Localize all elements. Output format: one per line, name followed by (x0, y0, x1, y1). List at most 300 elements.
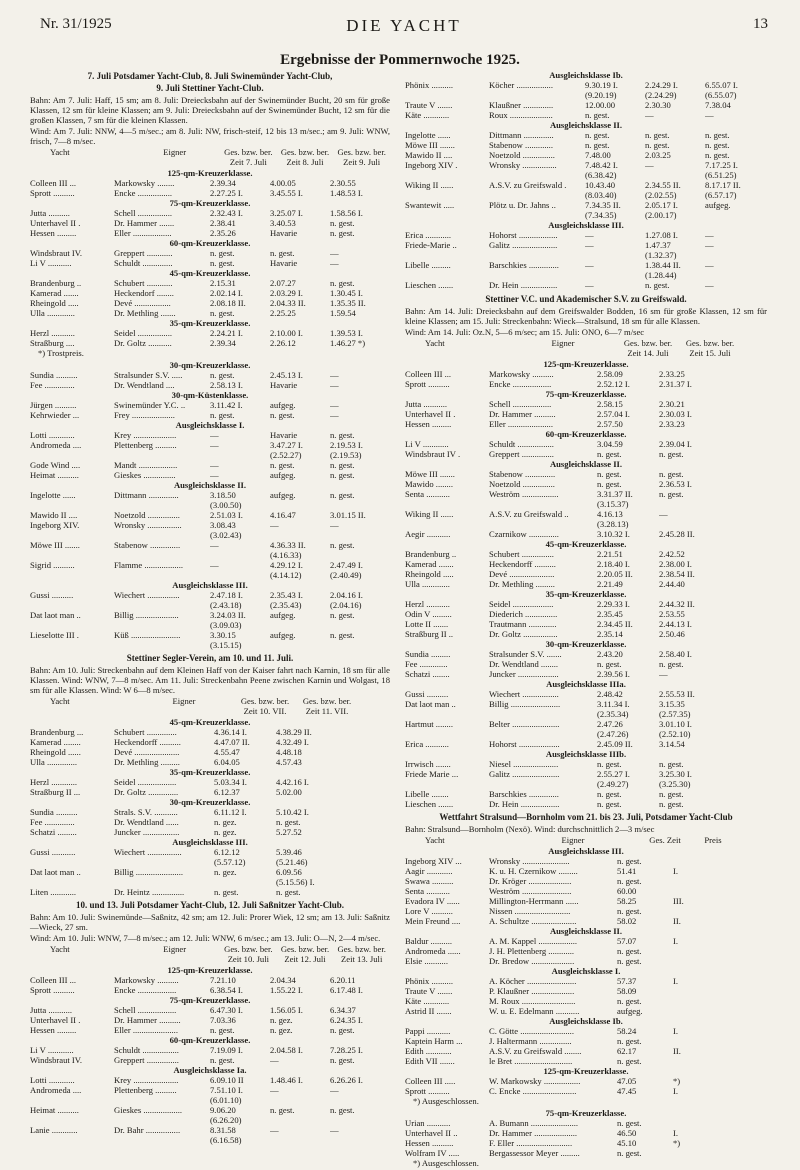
table-cell: II. (673, 916, 681, 926)
table-cell (214, 877, 276, 887)
table-cell: I. (673, 1086, 679, 1096)
table-row (405, 886, 767, 896)
table-cell: K. u. H. Czernikow ......... (489, 866, 578, 876)
column-header: Ges. bzw. ber. Zeit 15. Juli (685, 338, 735, 358)
table-cell: — (659, 509, 668, 519)
table-cell: 6.55.07 I. (705, 80, 738, 90)
table-row (30, 877, 390, 887)
table-cell (330, 500, 390, 510)
table-cell: Schell .................. (114, 1005, 177, 1015)
table-cell: n. gest. (617, 956, 642, 966)
table-cell: I. (673, 936, 679, 946)
table-row (405, 709, 767, 719)
table-row (30, 520, 390, 530)
table-cell: 3.14.54 (659, 739, 685, 749)
table-cell: Colleen III ..... (405, 1076, 456, 1086)
table-cell: Hohorst .................. (489, 230, 558, 240)
table-cell: Gieskes ............... (114, 470, 176, 480)
table-cell: — (705, 230, 714, 240)
table-row (405, 110, 767, 120)
table-cell: Fee ............. (405, 659, 448, 669)
table-cell: 4.36.33 II. (270, 540, 306, 550)
table-cell: Heckendorff .......... (114, 737, 181, 747)
table-row (405, 170, 767, 180)
table-cell: n. gest. (210, 410, 235, 420)
table-cell (330, 1135, 390, 1145)
table-cell: Aagir ............ (405, 866, 453, 876)
table-row (30, 278, 390, 288)
table-cell: Irrwisch ....... (405, 759, 451, 769)
table-row (30, 757, 390, 767)
table-cell: 2.58.09 (597, 369, 623, 379)
table-cell: II. (673, 1046, 681, 1056)
table-cell: Brandenburg ... (30, 727, 84, 737)
table-cell: 3.25.30 I. (659, 769, 692, 779)
table-cell: Ingeborg XIV . (405, 160, 458, 170)
table-cell (114, 600, 210, 610)
table-cell (489, 190, 585, 200)
table-row (30, 460, 390, 470)
table-row (30, 450, 390, 460)
table-cell (405, 729, 489, 739)
table-cell: Gode Wind .... (30, 460, 81, 470)
table-cell: (4.14.12) (270, 570, 302, 580)
table-cell (405, 779, 489, 789)
table-cell: Straßburg .... (30, 338, 75, 348)
table-cell: 3.01.15 II. (330, 510, 366, 520)
table-cell: 2.39.34 (210, 338, 236, 348)
column-header: Ges. bzw. ber. Zeit 10. Juli (224, 944, 273, 964)
section-heading: 9. Juli Stettiner Yacht-Club. (156, 83, 264, 93)
table-cell (705, 250, 765, 260)
table-cell: n. gest. (617, 946, 642, 956)
table-cell: n. gez. (270, 1025, 293, 1035)
table-cell: 2.15.31 (210, 278, 236, 288)
table-cell: Libelle ......... (405, 260, 451, 270)
table-cell: — (705, 240, 714, 250)
table-cell: Encke ................ (114, 188, 172, 198)
column-header: Eigner (551, 338, 575, 348)
table-cell: Sprott .......... (30, 188, 75, 198)
column-header: Eigner (561, 835, 585, 845)
table-cell: (3.25.30) (659, 779, 691, 789)
table-row (405, 1128, 767, 1138)
table-row (30, 847, 390, 857)
table-cell (673, 1006, 713, 1016)
column-header: Yacht (50, 147, 70, 157)
table-cell: 3.10.32 I. (597, 529, 630, 539)
table-cell: (6.16.58) (210, 1135, 242, 1145)
magazine-title: DIE YACHT (346, 16, 462, 35)
table-row (30, 1125, 390, 1135)
results-table (405, 835, 767, 1168)
table-row (30, 208, 390, 218)
table-cell: Mandt .................. (114, 460, 178, 470)
table-cell: 2.35.26 (210, 228, 236, 238)
table-cell: 6.20.11 (330, 975, 356, 985)
table-cell: — (585, 260, 594, 270)
table-row (405, 1026, 767, 1036)
table-cell: n. gest. (585, 140, 610, 150)
table-row (405, 789, 767, 799)
table-cell: 6.04.05 (214, 757, 240, 767)
table-row (405, 469, 767, 479)
table-cell: Barschkies .............. (489, 789, 559, 799)
table-cell: III. (673, 896, 684, 906)
table-cell: 8.31.58 (210, 1125, 236, 1135)
table-cell: Hessen ......... (30, 1025, 77, 1035)
table-cell: F. Eller .......................... (489, 1138, 573, 1148)
table-row (405, 489, 767, 499)
table-cell (673, 1118, 713, 1128)
table-row (405, 779, 767, 789)
table-cell: Käte ............ (405, 110, 450, 120)
table-cell: Straßburg II .. (405, 629, 454, 639)
table-row (405, 1036, 767, 1046)
class-heading: Ausgleichsklasse II. (549, 120, 623, 130)
table-cell: (2.49.27) (597, 779, 629, 789)
table-cell: Urian ........... (405, 1118, 451, 1128)
table-row (30, 787, 390, 797)
table-cell: Herzl ........... (30, 328, 75, 338)
table-cell: n. gest. (585, 110, 610, 120)
table-cell: Havarie (270, 430, 298, 440)
table-cell: 2.07.27 (270, 278, 296, 288)
table-cell: Markowsky .......... (114, 975, 179, 985)
table-cell: (3.00.50) (210, 500, 242, 510)
class-heading: Ausgleichsklasse Ib. (549, 70, 623, 80)
table-cell: J. Haltermann ............... (489, 1036, 572, 1046)
table-row (405, 856, 767, 866)
table-cell: n. gest. (330, 1025, 355, 1035)
table-cell: Hartmut ........ (405, 719, 453, 729)
table-row (405, 569, 767, 579)
table-cell (489, 170, 585, 180)
table-cell: Greppert ............ (114, 248, 173, 258)
table-cell: (9.20.19) (585, 90, 617, 100)
table-cell: A. M. Kappel .................. (489, 936, 578, 946)
column-header: Ges. bzw. ber. Zeit 7. Juli (224, 147, 273, 167)
table-cell: aufgeg. (270, 630, 296, 640)
table-cell: I. (673, 866, 679, 876)
table-cell: n. gest. (210, 1025, 235, 1035)
table-row (405, 719, 767, 729)
table-cell: Ulla .............. (30, 757, 78, 767)
table-cell: — (270, 1055, 279, 1065)
table-cell: 2.35.14 (597, 629, 623, 639)
table-cell: 12.00.00 (585, 100, 616, 110)
table-cell: Lore V .......... (405, 906, 453, 916)
table-cell: C. Encke ......................... (489, 1086, 577, 1096)
table-cell (673, 876, 713, 886)
table-cell (405, 90, 489, 100)
table-cell: — (585, 280, 594, 290)
table-cell (270, 1135, 330, 1145)
table-cell: W. Markowsky ................. (489, 1076, 581, 1086)
section-heading: Wettfahrt Stralsund—Bornholm vom 21. bis 23. Juli, Potsdamer Yacht-Club (439, 812, 733, 822)
table-cell: Lieschen ....... (405, 280, 454, 290)
column-header: Ges. bzw. ber. Zeit 9. Juli (337, 147, 386, 167)
table-cell: Unterhavel II . (30, 1015, 81, 1025)
table-cell: n. gest. (617, 1148, 642, 1158)
section-heading: 7. Juli Potsdamer Yacht-Club, 8. Juli Swinemünder Yacht-Club, (87, 71, 333, 81)
table-cell: (2.52.10) (659, 729, 691, 739)
table-cell (114, 1095, 210, 1105)
table-row (30, 338, 390, 348)
table-cell: Lieschen ....... (405, 799, 454, 809)
table-cell: 1.48.53 I. (330, 188, 363, 198)
table-cell: Heimat .......... (30, 470, 79, 480)
issue-number: Nr. 31/1925 (40, 16, 112, 32)
table-cell (114, 640, 210, 650)
table-cell: n. gest. (617, 876, 642, 886)
footnote: *) Ausgeschlossen. (413, 1096, 479, 1106)
table-cell: 57.07 (617, 936, 637, 946)
table-cell: Aegir ........... (405, 529, 451, 539)
table-cell (673, 906, 713, 916)
table-cell: 1.55.22 I. (270, 985, 303, 995)
table-cell: Schubert ............... (489, 549, 554, 559)
table-row (405, 100, 767, 110)
table-cell (30, 450, 114, 460)
table-cell: Edith VII ....... (405, 1056, 455, 1066)
table-cell: — (210, 470, 219, 480)
results-table (405, 70, 767, 290)
table-cell: Lotte II ....... (405, 619, 449, 629)
table-row (405, 1118, 767, 1128)
table-cell: n. gest. (330, 540, 355, 550)
table-cell: 2.25.25 (270, 308, 296, 318)
table-cell (489, 499, 597, 509)
table-cell (30, 1115, 114, 1125)
table-cell: Windsbraut IV . (405, 449, 461, 459)
table-cell: Devé ................. (114, 298, 171, 308)
table-cell: 3.18.50 (210, 490, 236, 500)
table-row (30, 737, 390, 747)
table-cell: Swinemünder Y.C. .. (114, 400, 186, 410)
table-cell: (6.01.10) (210, 1095, 242, 1105)
table-cell (114, 530, 210, 540)
table-cell: Möwe III ....... (405, 469, 455, 479)
table-cell: Diederich ............... (489, 609, 558, 619)
table-row (405, 936, 767, 946)
table-row (30, 298, 390, 308)
table-cell: (2.24.29) (645, 90, 677, 100)
table-cell: Jürgen .......... (30, 400, 77, 410)
table-cell (30, 1135, 114, 1145)
table-cell (405, 170, 489, 180)
table-cell: 1.39.53 I. (330, 328, 363, 338)
table-cell: 2.04.58 I. (270, 1045, 303, 1055)
class-heading: 35-qm-Kreuzerklasse. (169, 767, 251, 777)
table-cell (673, 956, 713, 966)
table-cell: n. gest. (270, 460, 295, 470)
table-cell: 2.27.25 I. (210, 188, 243, 198)
table-cell: Belter ...................... (489, 719, 560, 729)
table-cell: (4.16.33) (270, 550, 302, 560)
table-cell: 2.04.34 (270, 975, 296, 985)
table-row (30, 188, 390, 198)
table-cell: Flamme .................. (114, 560, 183, 570)
table-cell: Hessen .......... (405, 1138, 454, 1148)
table-cell: 2.45.28 II. (659, 529, 695, 539)
table-cell: Galitz ..................... (489, 240, 558, 250)
table-cell: Sprott .......... (30, 985, 75, 995)
table-cell (489, 210, 585, 220)
table-cell: Gussi .......... (30, 590, 74, 600)
table-row (30, 570, 390, 580)
table-cell: 2.04.16 I. (330, 590, 363, 600)
table-cell: Wiechert ................ (114, 847, 182, 857)
table-cell: — (330, 258, 339, 268)
table-cell: 58.24 (617, 1026, 637, 1036)
table-cell: Plötz u. Dr. Jahns .. (489, 200, 556, 210)
table-cell: Niesel ..................... (489, 759, 559, 769)
table-cell: n. gest. (617, 1118, 642, 1128)
table-cell: 2.39.34 (210, 178, 236, 188)
table-cell: Senta ........... (405, 886, 450, 896)
table-cell: Elsie ........... (405, 956, 448, 966)
table-cell: Galitz ...................... (489, 769, 560, 779)
table-row (30, 370, 390, 380)
table-cell: Dr. Heintz ............... (114, 887, 185, 897)
table-cell: Dr. Wendtland ...... (114, 817, 179, 827)
table-cell: J. H. Plettenberg ............ (489, 946, 575, 956)
table-cell: Markowsky ........ (114, 178, 175, 188)
table-cell: Stabenow .............. (489, 469, 556, 479)
table-cell: Heimat .......... (30, 1105, 79, 1115)
table-cell: 9.06.20 (210, 1105, 236, 1115)
table-cell: Fee .............. (30, 817, 75, 827)
table-cell: Bergassessor Meyer ......... (489, 1148, 580, 1158)
table-cell: Brandenburg .. (30, 278, 82, 288)
table-cell: 6.09.56 (276, 867, 302, 877)
table-cell: Juncker ................. (114, 827, 180, 837)
table-cell: Edith ............ (405, 1046, 452, 1056)
table-cell: (1.32.37) (645, 250, 677, 260)
table-cell: 5.10.42 I. (276, 807, 309, 817)
table-cell: Windsbraut IV. (30, 248, 83, 258)
table-row (30, 1115, 390, 1125)
footnote: *) Ausgeschlossen. (413, 1158, 479, 1168)
table-row (405, 799, 767, 809)
table-cell: n. gest. (214, 887, 239, 897)
table-row (405, 1056, 767, 1066)
table-cell: 2.44.32 II. (659, 599, 695, 609)
table-cell: 2.50.46 (659, 629, 685, 639)
table-row (30, 857, 390, 867)
table-cell: — (330, 400, 339, 410)
table-cell: Rheingold ..... (30, 298, 79, 308)
table-cell: 3.31.37 II. (597, 489, 633, 499)
table-row (30, 827, 390, 837)
table-row (405, 629, 767, 639)
table-cell: I. (673, 976, 679, 986)
table-row (405, 906, 767, 916)
table-cell: n. gest. (645, 280, 670, 290)
table-cell: Colleen III ... (405, 369, 452, 379)
table-cell: Köcher ................. (489, 80, 553, 90)
table-cell: n. gest. (645, 140, 670, 150)
table-cell: I. (673, 1128, 679, 1138)
table-cell: Weström ................. (489, 489, 559, 499)
table-cell: Wolfram IV ..... (405, 1148, 460, 1158)
table-cell: 6.12.37 (214, 787, 240, 797)
table-row (405, 599, 767, 609)
table-cell: A.S.V. zu Greifswald . (489, 180, 567, 190)
table-cell: Schell .................. (489, 399, 552, 409)
table-cell: Windsbraut IV. (30, 1055, 83, 1065)
table-cell: 1.27.08 I. (645, 230, 678, 240)
table-row (405, 280, 767, 290)
table-cell: n. gest. (330, 278, 355, 288)
table-cell: aufgeg. (270, 470, 296, 480)
table-row (30, 1135, 390, 1145)
table-cell: 62.17 (617, 1046, 637, 1056)
table-cell (673, 986, 713, 996)
table-cell (30, 600, 114, 610)
table-cell: n. gest. (617, 1056, 642, 1066)
table-cell (585, 250, 645, 260)
wind-text: Wind: Am 10. Juli: WNW, 7—8 m/sec.; am 12. Juli: WNW, 6 m/sec.; am 13. Juli: O—N, 2—4 m/sec. (30, 933, 381, 943)
table-cell: (2.04.16) (330, 600, 362, 610)
table-cell: Gieskes .................. (114, 1105, 183, 1115)
table-cell: 6.09.10 II (210, 1075, 244, 1085)
table-row (405, 739, 767, 749)
table-cell: Greppert ............... (114, 1055, 179, 1065)
table-cell: n. gest. (659, 759, 684, 769)
table-cell: Eller .................. (114, 228, 172, 238)
table-row (405, 649, 767, 659)
class-heading: 45-qm-Kreuzerklasse. (169, 268, 251, 278)
table-cell: Dr. Methling ....... (114, 308, 176, 318)
table-row (405, 559, 767, 569)
table-cell (270, 530, 330, 540)
table-cell: 4.57.43 (276, 757, 302, 767)
table-cell: — (210, 430, 219, 440)
table-row (405, 270, 767, 280)
table-cell: n. gest. (597, 659, 622, 669)
table-row (405, 1148, 767, 1158)
table-row (30, 258, 390, 268)
table-row (30, 640, 390, 650)
table-cell: 1.56.05 I. (270, 1005, 303, 1015)
table-cell: n. gest. (597, 799, 622, 809)
table-row (405, 876, 767, 886)
table-cell: n. gest. (276, 817, 301, 827)
table-cell: 51.41 (617, 866, 637, 876)
table-cell: Lanie ............ (30, 1125, 78, 1135)
table-cell: — (330, 1085, 339, 1095)
table-cell: 2.03.29 I. (270, 288, 303, 298)
table-cell: Wiking II ...... (405, 180, 454, 190)
table-cell: — (645, 160, 654, 170)
table-row (405, 519, 767, 529)
table-row (30, 228, 390, 238)
table-row (405, 1138, 767, 1148)
table-cell: Trautmann ............. (489, 619, 557, 629)
table-row (30, 817, 390, 827)
table-cell: A.S.V. zu Greifswald .. (489, 509, 569, 519)
results-table (30, 147, 390, 650)
table-cell: 3.24.03 II. (210, 610, 246, 620)
table-cell: 5.02.00 (276, 787, 302, 797)
table-row (405, 369, 767, 379)
class-heading: 35-qm-Kreuzerklasse. (545, 589, 627, 599)
table-cell: n. gest. (330, 490, 355, 500)
table-cell: 2.47.49 I. (330, 560, 363, 570)
class-heading: Ausgleichsklasse III. (172, 580, 248, 590)
